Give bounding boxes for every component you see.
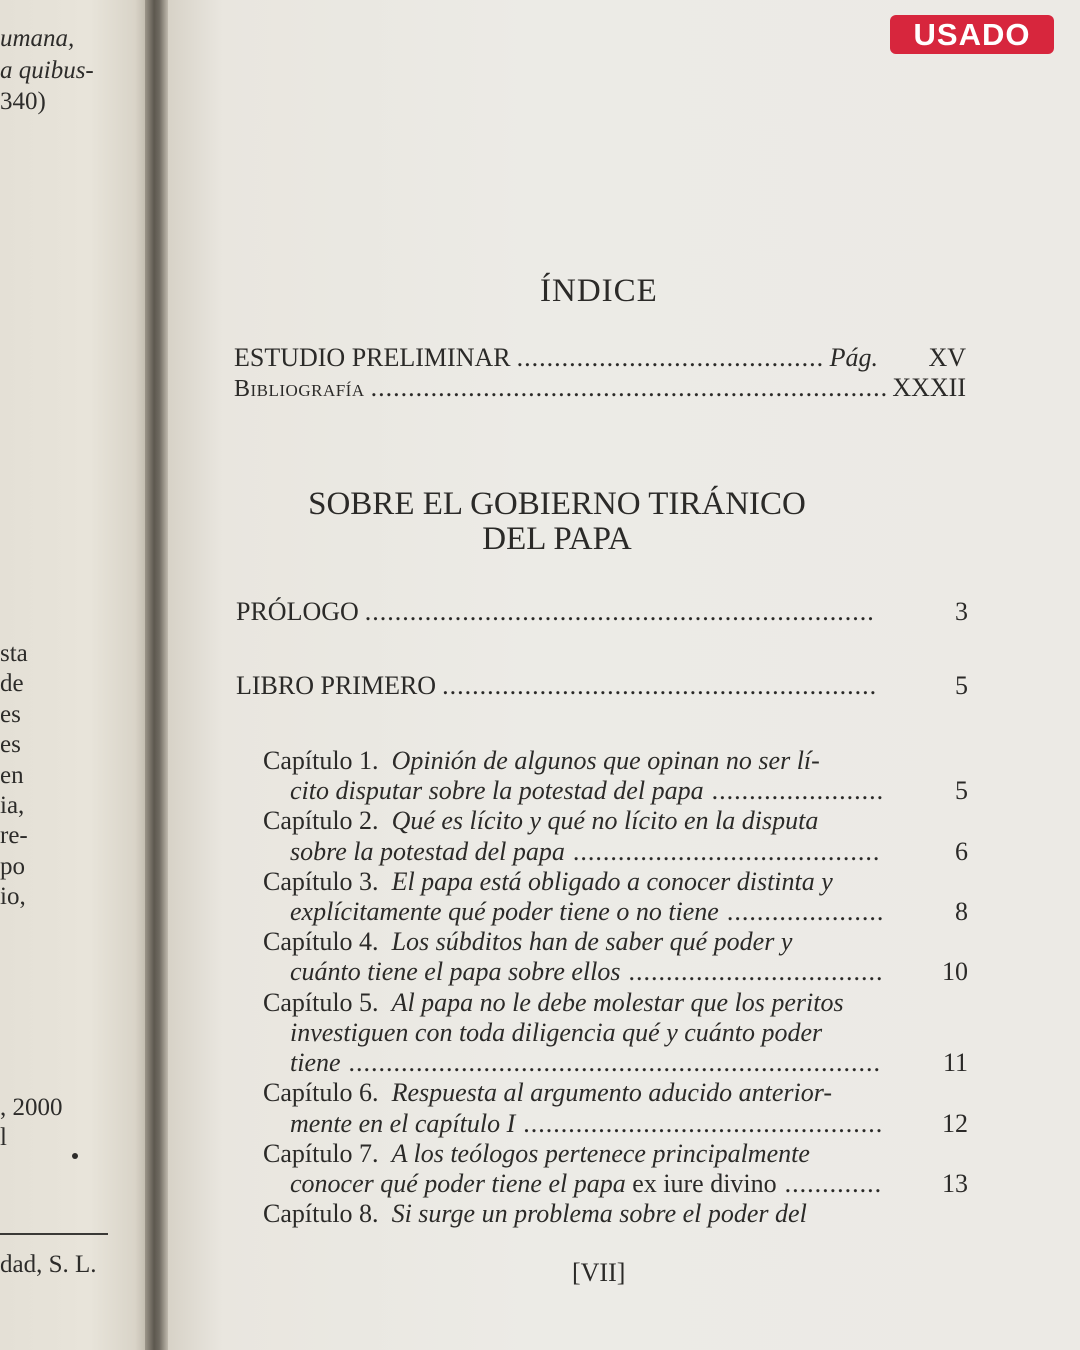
chapter-7-line1 — [263, 1139, 810, 1169]
dot-leader — [628, 957, 882, 987]
chapter-2-line1 — [263, 806, 818, 836]
toc-entry-page: 13 — [942, 1169, 968, 1198]
dot-leader — [365, 597, 876, 627]
work-title-line: DEL PAPA — [482, 521, 632, 557]
left-page-line: de — [0, 670, 24, 697]
work-title-line: SOBRE EL GOBIERNO TIRÁNICO — [308, 486, 806, 522]
left-page-line: , 2000 — [0, 1094, 63, 1121]
toc-entry-label: Bibliografía — [234, 376, 365, 402]
left-page-line: umana, — [0, 25, 75, 52]
toc-entry-page: 8 — [955, 897, 968, 926]
left-page-line: dad, S. L. — [0, 1251, 97, 1278]
toc-entry-page: XV — [928, 343, 966, 372]
chapter-4-line1 — [263, 927, 792, 957]
toc-entry-label: ESTUDIO PRELIMINAR — [234, 343, 511, 372]
toc-entry-page: 3 — [955, 597, 968, 626]
chapter-title: El papa está obligado a conocer distinta y — [391, 867, 833, 896]
chapter-title: investiguen con toda diligencia qué y cuánto poder — [290, 1018, 823, 1047]
chapter-title: Al papa no le debe molestar que los peritos — [391, 988, 844, 1017]
toc-entry-bibliografia — [234, 373, 966, 403]
toc-entry-page: 5 — [955, 776, 968, 805]
chapter-number: Capítulo 8. — [263, 1199, 379, 1228]
toc-title: ÍNDICE — [540, 273, 658, 309]
left-page-dot — [72, 1153, 78, 1159]
dot-leader — [517, 343, 824, 373]
page-folio: [VII] — [572, 1258, 626, 1287]
left-page — [0, 0, 150, 1350]
chapter-number: Capítulo 4. — [263, 927, 379, 956]
pag-label: Pág. — [829, 343, 878, 372]
dot-leader — [523, 1109, 882, 1139]
left-page-line: en — [0, 762, 24, 789]
chapter-3-line2 — [290, 897, 882, 927]
chapter-number: Capítulo 2. — [263, 806, 379, 835]
chapter-8-line1 — [263, 1199, 807, 1229]
left-page-line: re- — [0, 822, 28, 849]
chapter-title: Respuesta al argumento aducido anterior- — [391, 1078, 833, 1107]
chapter-number: Capítulo 6. — [263, 1078, 379, 1107]
toc-entry-page: 11 — [942, 1048, 968, 1077]
chapter-number: Capítulo 7. — [263, 1139, 379, 1168]
chapter-title: Los súbditos han de saber qué poder y — [391, 927, 793, 956]
toc-entry-libro — [236, 671, 882, 701]
dot-leader — [442, 671, 876, 701]
dot-leader — [371, 373, 887, 403]
chapter-5-line1 — [263, 988, 844, 1018]
toc-entry-label: PRÓLOGO — [236, 597, 359, 626]
chapter-title: mente en el capítulo I — [290, 1109, 516, 1138]
dot-leader — [573, 837, 882, 867]
left-page-line: a quibus- — [0, 57, 94, 84]
left-page-line: l — [0, 1124, 7, 1151]
left-page-line: io, — [0, 883, 26, 910]
dot-leader — [785, 1169, 882, 1199]
chapter-title: Si surge un problema sobre el poder del — [391, 1199, 807, 1228]
chapter-5-line3 — [290, 1048, 882, 1078]
toc-entry-page: XXXII — [892, 373, 966, 402]
chapter-title: cuánto tiene el papa sobre ellos — [290, 957, 621, 986]
left-page-rule — [0, 1233, 108, 1235]
toc-entry-page: 5 — [955, 671, 968, 700]
chapter-title: cito disputar sobre la potestad del papa — [290, 776, 704, 805]
chapter-3-line1 — [263, 867, 833, 897]
chapter-4-line2 — [290, 957, 882, 987]
left-page-line: 340) — [0, 88, 46, 115]
dot-leader — [349, 1048, 882, 1078]
chapter-title-latin: ex iure divino — [632, 1169, 777, 1198]
toc-entry-page: 6 — [955, 837, 968, 866]
chapter-6-line1 — [263, 1078, 832, 1108]
chapter-title: explícitamente qué poder tiene o no tiene — [290, 897, 719, 926]
toc-entry-prologo — [236, 597, 882, 627]
dot-leader — [712, 776, 882, 806]
used-badge: USADO — [890, 15, 1054, 54]
left-page-line: po — [0, 853, 25, 880]
left-page-line: es — [0, 701, 21, 728]
chapter-title: tiene — [290, 1048, 341, 1077]
chapter-number: Capítulo 1. — [263, 746, 379, 775]
chapter-title: Opinión de algunos que opinan no ser lí- — [391, 746, 820, 775]
chapter-number: Capítulo 5. — [263, 988, 379, 1017]
chapter-title: sobre la potestad del papa — [290, 837, 565, 866]
chapter-title: A los teólogos pertenece principalmente — [391, 1139, 810, 1168]
chapter-number: Capítulo 3. — [263, 867, 379, 896]
chapter-7-line2 — [290, 1169, 882, 1199]
chapter-6-line2 — [290, 1109, 882, 1139]
chapter-1-line1 — [263, 746, 820, 776]
dot-leader — [727, 897, 882, 927]
toc-entry-estudio — [234, 343, 966, 373]
work-title — [232, 487, 882, 557]
chapter-2-line2 — [290, 837, 882, 867]
toc-entry-page: 10 — [942, 957, 968, 986]
left-page-line: ia, — [0, 792, 25, 819]
chapter-title: Qué es lícito y qué no lícito en la disputa — [391, 806, 819, 835]
toc-entry-label: LIBRO PRIMERO — [236, 671, 437, 700]
left-page-line: es — [0, 731, 21, 758]
toc-entry-page: 12 — [942, 1109, 968, 1138]
chapter-title: conocer qué poder tiene el papa — [290, 1169, 633, 1198]
chapter-1-line2 — [290, 776, 882, 806]
left-page-line: sta — [0, 640, 28, 667]
